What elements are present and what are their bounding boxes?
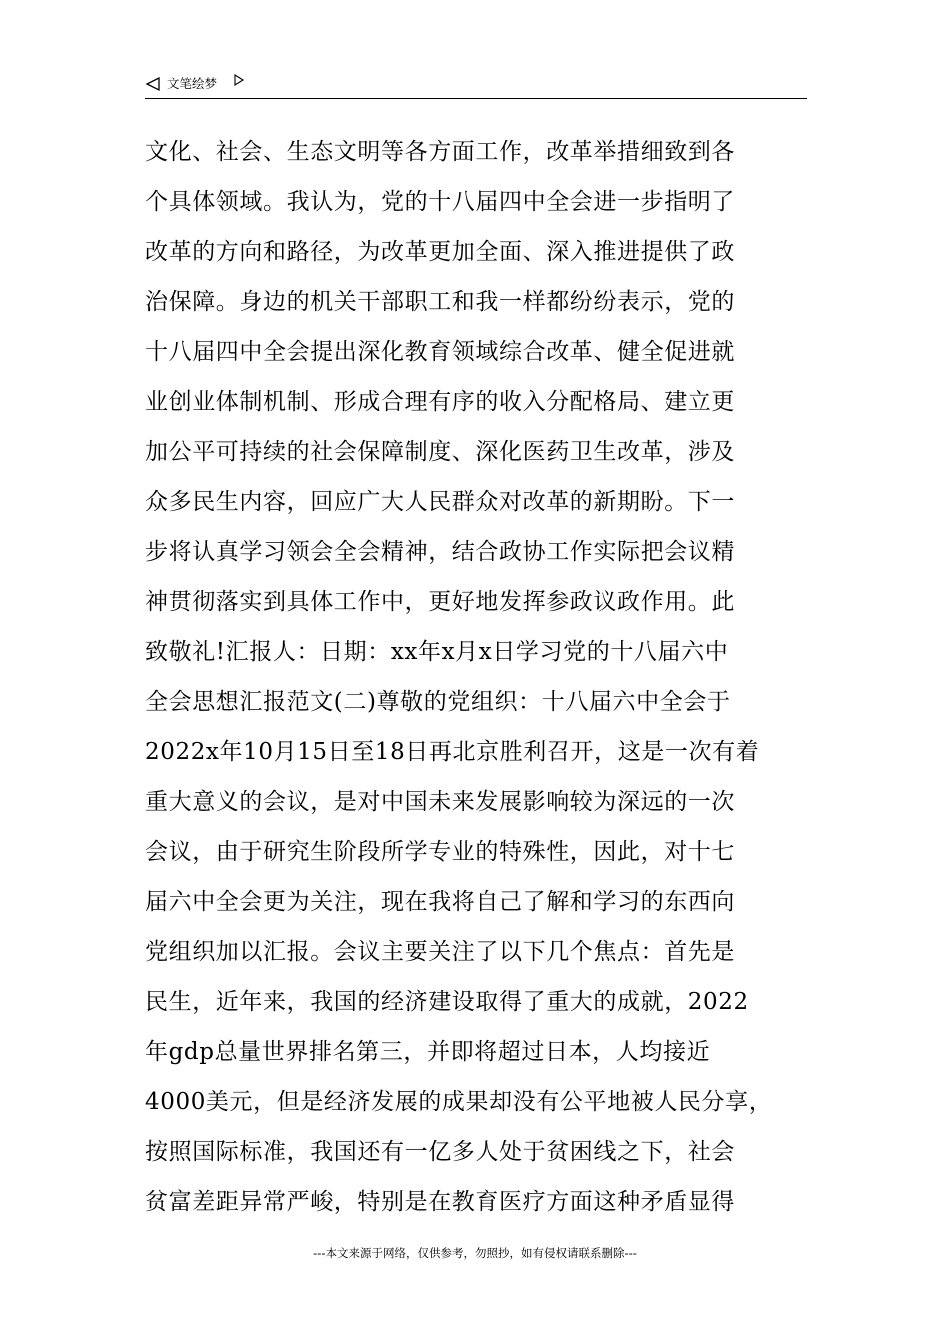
text-line: 十八届四中全会提出深化教育领域综合改革、健全促进就 <box>145 339 735 365</box>
text-line: 加公平可持续的社会保障制度、深化医药卫生改革，涉及 <box>145 439 735 465</box>
header-title: 文笔绘梦 <box>167 76 218 91</box>
text-line: 按照国际标准，我国还有一亿多人处于贫困线之下，社会 <box>145 1139 735 1165</box>
document-body <box>145 127 815 1227</box>
text-line: 年gdp总量世界排名第三，并即将超过日本，人均接近 <box>145 1039 711 1065</box>
text-line: 个具体领域。我认为，党的十八届四中全会进一步指明了 <box>145 189 735 215</box>
text-line: 会议，由于研究生阶段所学专业的特殊性，因此，对十七 <box>145 839 735 865</box>
text-line: 致敬礼!汇报人：日期：xx年x月x日学习党的十八届六中 <box>145 639 729 665</box>
page-header <box>145 74 807 99</box>
right-triangle-icon <box>233 74 245 86</box>
left-triangle-icon <box>145 76 161 92</box>
text-line: 民生，近年来，我国的经济建设取得了重大的成就，2022 <box>145 989 749 1015</box>
text-line: 届六中全会更为关注，现在我将自己了解和学习的东西向 <box>145 889 735 915</box>
text-line: 贫富差距异常严峻，特别是在教育医疗方面这种矛盾显得 <box>145 1189 735 1215</box>
text-line: 4000美元，但是经济发展的成果却没有公平地被人民分享， <box>145 1089 773 1115</box>
text-line: 治保障。身边的机关干部职工和我一样都纷纷表示，党的 <box>145 289 735 315</box>
text-line: 改革的方向和路径，为改革更加全面、深入推进提供了政 <box>145 239 735 265</box>
text-line: 2022x年10月15日至18日再北京胜利召开，这是一次有着 <box>145 739 760 765</box>
text-line: 步将认真学习领会全会精神，结合政协工作实际把会议精 <box>145 539 735 565</box>
text-line: 全会思想汇报范文(二)尊敬的党组织：十八届六中全会于 <box>145 689 731 715</box>
text-line: 业创业体制机制、形成合理有序的收入分配格局、建立更 <box>145 389 735 415</box>
text-line: 党组织加以汇报。会议主要关注了以下几个焦点：首先是 <box>145 939 735 965</box>
text-line: 文化、社会、生态文明等各方面工作，改革举措细致到各 <box>145 139 735 165</box>
page-footer: ---本文来源于网络，仅供参考，勿照抄，如有侵权请联系删除--- <box>313 1246 637 1260</box>
text-line: 神贯彻落实到具体工作中，更好地发挥参政议政作用。此 <box>145 589 735 615</box>
text-line: 重大意义的会议，是对中国未来发展影响较为深远的一次 <box>145 789 735 815</box>
text-line: 众多民生内容，回应广大人民群众对改革的新期盼。下一 <box>145 489 735 515</box>
